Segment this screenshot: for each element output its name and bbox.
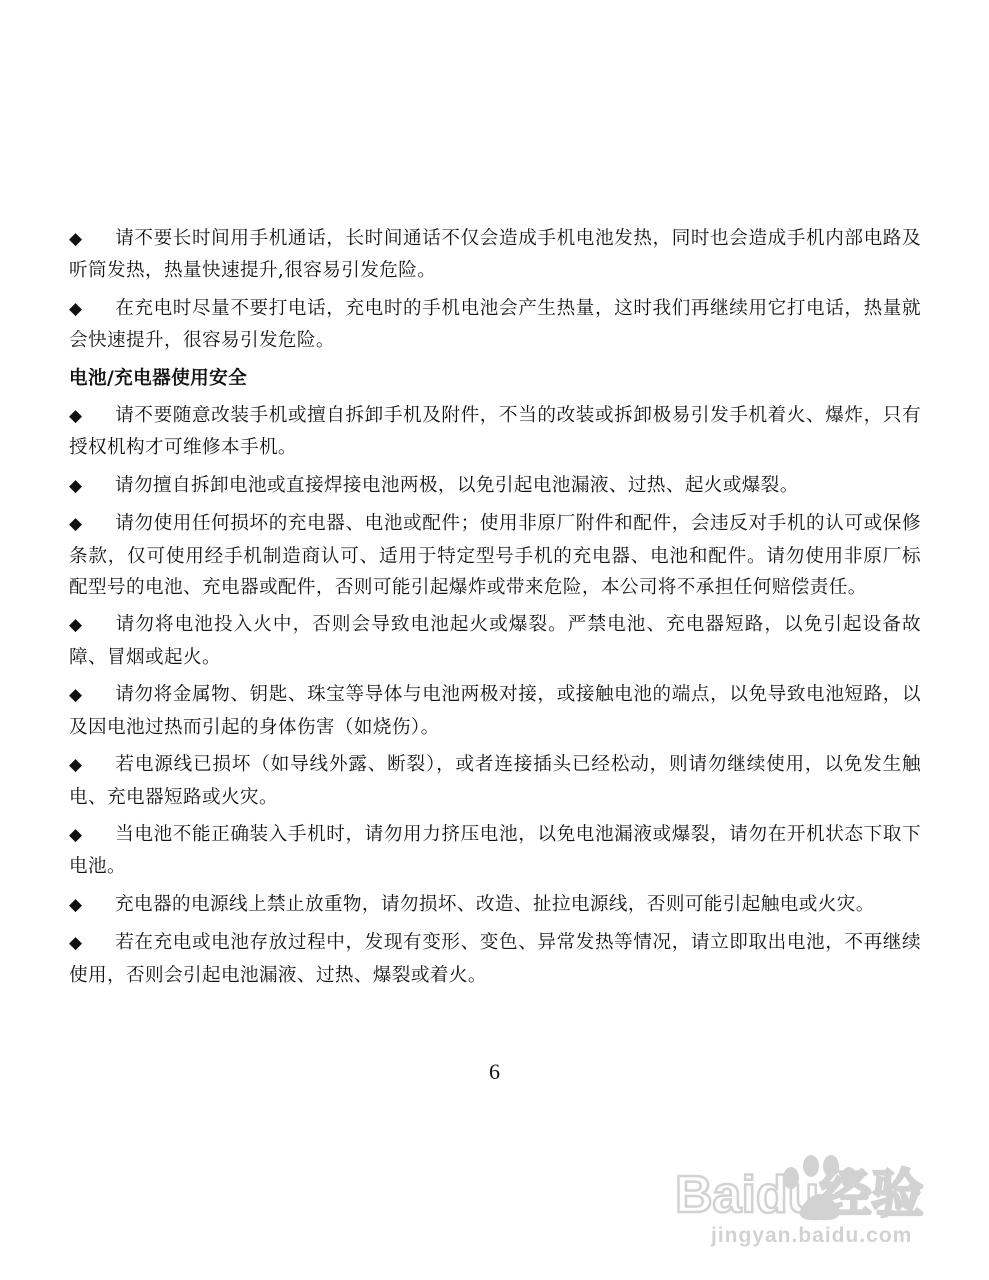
paragraph-text: 请勿使用任何损坏的充电器、电池或配件；使用非原厂附件和配件，会违反对手机的认可或保修条款，仅可使用经手机制造商认可、适用于特定型号手机的充电器、电池和配件。请勿使用非原厂标配型号的电池、充电器或配件，否则可能引起爆炸或带来危险，本公司将不承担任何赔偿责任。: [69, 513, 921, 599]
diamond-bullet-icon: ◆: [69, 406, 83, 427]
diamond-bullet-icon: ◆: [69, 514, 83, 535]
paragraph-text: 请不要长时间用手机通话，长时间通话不仅会造成手机电池发热，同时也会造成手机内部电路及听筒发热，热量快速提升,很容易引发危险。: [69, 228, 921, 282]
page-number: 6: [489, 1059, 500, 1084]
page-content: [69, 223, 921, 997]
diamond-bullet-icon: ◆: [69, 298, 83, 319]
list-item: [69, 400, 921, 464]
list-item: [69, 749, 921, 813]
watermark-brand: Baidu经验: [675, 1166, 924, 1224]
paragraph-text: 在充电时尽量不要打电话，充电时的手机电池会产生热量，这时我们再继续用它打电话，热量就会快速提升，很容易引发危险。: [69, 297, 921, 352]
paragraph-text: 请勿将金属物、钥匙、珠宝等导体与电池两极对接，或接触电池的端点，以免导致电池短路，以及因电池过热而引起的身体伤害（如烧伤）。: [69, 684, 921, 738]
diamond-bullet-icon: ◆: [69, 685, 83, 706]
diamond-bullet-icon: ◆: [69, 229, 83, 249]
paragraph-text: 请勿将电池投入火中，否则会导致电池起火或爆裂。严禁电池、充电器短路，以免引起设备故障、冒烟或起火。: [69, 614, 921, 668]
list-item: [69, 609, 921, 673]
list-item: [69, 679, 921, 743]
paragraph-text: 充电器的电源线上禁止放重物，请勿损坏、改造、扯拉电源线，否则可能引起触电或火灾。: [115, 893, 875, 915]
baidu-logo-icon: [673, 1138, 963, 1228]
diamond-bullet-icon: ◆: [69, 615, 83, 636]
paragraph-text: 当电池不能正确装入手机时，请勿用力挤压电池，以免电池漏液或爆裂，请勿在开机状态下取下电池。: [69, 823, 921, 878]
list-item: [69, 293, 921, 357]
diamond-bullet-icon: ◆: [69, 894, 83, 915]
paragraph-text: 请勿擅自拆卸电池或直接焊接电池两极，以免引起电池漏液、过热、起火或爆裂。: [115, 474, 799, 496]
watermark-url: jingyan.baidu.com: [711, 1224, 913, 1247]
paragraph-text: 若在充电或电池存放过程中，发现有变形、变色、异常发热等情况，请立即取出电池，不再继续使用，否则会引起电池漏液、过热、爆裂或着火。: [69, 932, 921, 986]
list-item: [69, 889, 921, 921]
section-heading: 电池/充电器使用安全: [69, 367, 248, 389]
diamond-bullet-icon: ◆: [69, 824, 83, 845]
list-item: [69, 819, 921, 883]
baidu-watermark: [673, 1138, 963, 1258]
list-item: [69, 508, 921, 603]
list-item: [69, 223, 921, 287]
list-item: [69, 470, 921, 502]
paragraph-text: 若电源线已损坏（如导线外露、断裂），或者连接插头已经松动，则请勿继续使用，以免发生触电、充电器短路或火灾。: [69, 754, 921, 808]
diamond-bullet-icon: ◆: [69, 933, 83, 954]
paragraph-text: 请不要随意改装手机或擅自拆卸手机及附件，不当的改装或拆卸极易引发手机着火、爆炸，只有授权机构才可维修本手机。: [69, 405, 921, 459]
diamond-bullet-icon: ◆: [69, 475, 83, 496]
list-item: [69, 927, 921, 991]
diamond-bullet-icon: ◆: [69, 755, 83, 776]
